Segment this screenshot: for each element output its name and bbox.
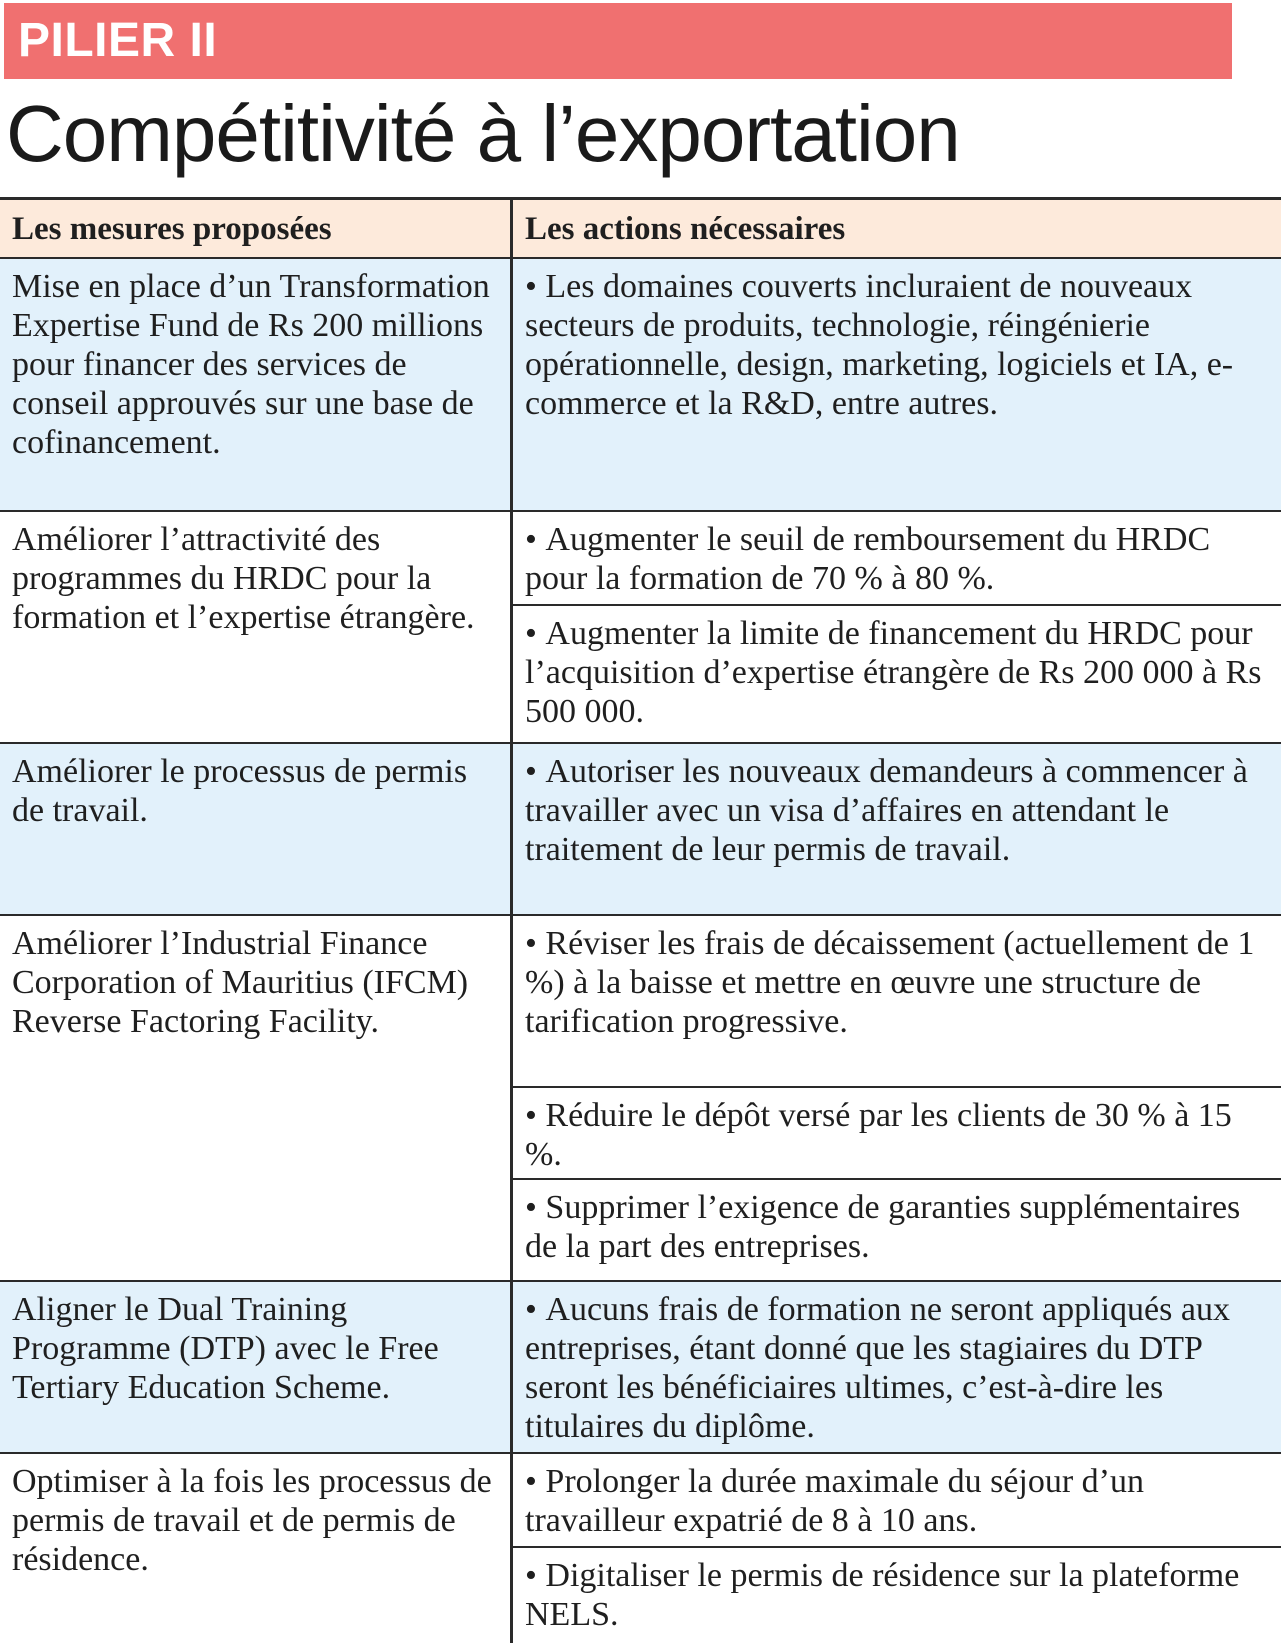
measures-table <box>0 197 1281 1640</box>
page-title: Compétitivité à l’exportation <box>6 89 960 178</box>
actions-cell <box>513 1454 1281 1643</box>
actions-cell <box>513 259 1281 512</box>
action-item: • Augmenter la limite de financement du HRDC pour l’acquisition d’expertise étrangère de Rs 200 000 à Rs 500 000. <box>513 604 1281 735</box>
action-item: • Aucuns frais de formation ne seront appliqués aux entreprises, étant donné que les stagiaires du DTP seront les bénéficiaires ultimes, c’est-à-dire les titulaires du diplôme. <box>513 1282 1281 1450</box>
actions-cell <box>513 1282 1281 1454</box>
action-item: • Autoriser les nouveaux demandeurs à commencer à travailler avec un visa d’affaires en attendant le traitement de leur permis de travail. <box>513 744 1281 873</box>
measure-cell: Améliorer l’attractivité des programmes du HRDC pour la formation et l’expertise étrangère. <box>0 512 513 744</box>
column-header-measures: Les mesures proposées <box>0 200 513 259</box>
measure-cell: Optimiser à la fois les processus de permis de travail et de permis de résidence. <box>0 1454 513 1643</box>
measure-cell: Améliorer l’Industrial Finance Corporation of Mauritius (IFCM) Reverse Factoring Facility. <box>0 916 513 1282</box>
actions-cell <box>513 744 1281 916</box>
pillar-banner: PILIER II <box>4 3 1232 79</box>
actions-cell <box>513 512 1281 744</box>
action-item: • Réviser les frais de décaissement (actuellement de 1 %) à la baisse et mettre en œuvre une structure de tarification progressive. <box>513 916 1281 1086</box>
action-item: • Supprimer l’exigence de garanties supplémentaires de la part des entreprises. <box>513 1178 1281 1270</box>
action-item: • Digitaliser le permis de résidence sur la plateforme NELS. <box>513 1546 1281 1638</box>
actions-cell <box>513 916 1281 1282</box>
action-item: • Réduire le dépôt versé par les clients de 30 % à 15 %. <box>513 1086 1281 1178</box>
action-item: • Prolonger la durée maximale du séjour d’un travailleur expatrié de 8 à 10 ans. <box>513 1454 1281 1546</box>
measure-cell: Mise en place d’un Transformation Expertise Fund de Rs 200 millions pour financer des services de conseil approuvés sur une base de cofinancement. <box>0 259 513 512</box>
action-item: • Augmenter le seuil de remboursement du HRDC pour la formation de 70 % à 80 %. <box>513 512 1281 604</box>
measure-cell: Aligner le Dual Training Programme (DTP) avec le Free Tertiary Education Scheme. <box>0 1282 513 1454</box>
action-item: • Les domaines couverts incluraient de nouveaux secteurs de produits, technologie, réingénierie opérationnelle, design, marketing, logiciels et IA, e-commerce et la R&D, entre autres. <box>513 259 1281 427</box>
column-header-actions: Les actions nécessaires <box>513 200 1281 259</box>
measure-cell: Améliorer le processus de permis de travail. <box>0 744 513 916</box>
